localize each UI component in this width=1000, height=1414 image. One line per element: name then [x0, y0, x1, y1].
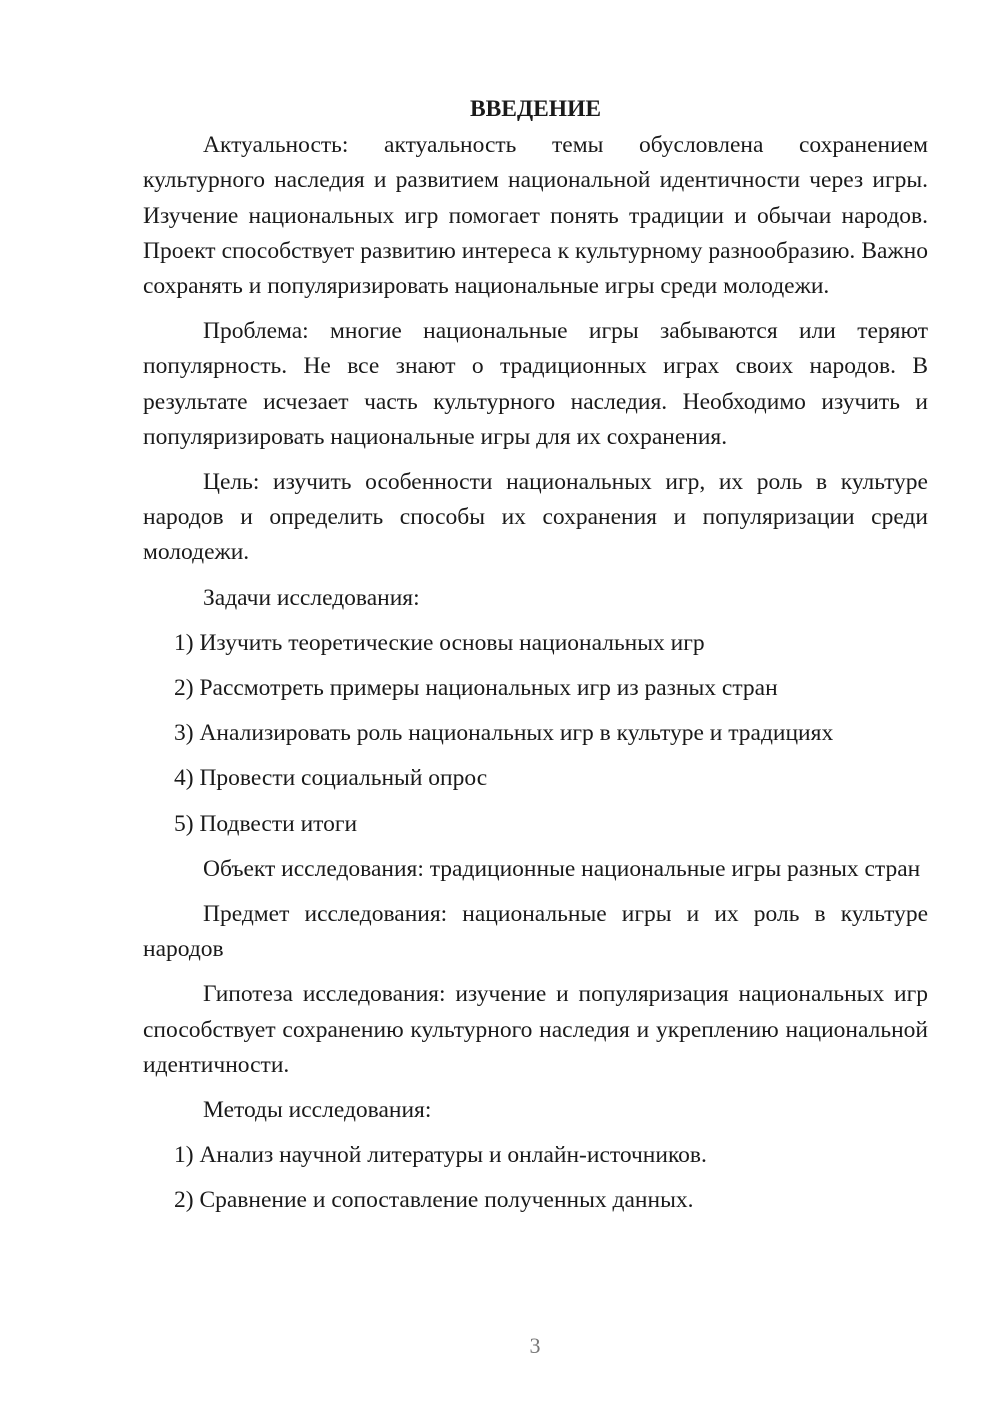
methods-heading: Методы исследования:: [203, 1097, 432, 1124]
method-item-2: 2) Сравнение и сопоставление полученных данных.: [174, 1187, 694, 1214]
problem-paragraph: Проблема: многие национальные игры забываются или теряют популярность. Не все знают о традиционных играх своих народов. В результате исчезает часть культурного наследия. Необходимо изучить и популяризировать национальные игры для их сохранения.: [143, 318, 928, 450]
object-paragraph: Объект исследования: традиционные национальные игры разных стран: [203, 855, 921, 882]
relevance-paragraph: Актуальность: актуальность темы обусловлена сохранением культурного наследия и развитием национальной идентичности через игры. Изучение национальных игр помогает понять традиции и обычаи народов. Проект способствует развитию интереса к культурному разнообразию. Важно сохранять и популяризировать национальные игры среди молодежи.: [143, 132, 928, 300]
tasks-heading: Задачи исследования:: [203, 584, 420, 611]
goal-paragraph: Цель: изучить особенности национальных игр, их роль в культуре народов и определить способы их сохранения и популяризации среди молодежи.: [143, 469, 928, 566]
task-item-5: 5) Подвести итоги: [174, 810, 358, 837]
task-item-4: 4) Провести социальный опрос: [174, 765, 488, 792]
subject-paragraph: Предмет исследования: национальные игры и их роль в культуре народов: [143, 901, 928, 963]
method-item-1: 1) Анализ научной литературы и онлайн-источников.: [174, 1142, 707, 1169]
page-number: 3: [529, 1333, 541, 1358]
task-item-3: 3) Анализировать роль национальных игр в культуре и традициях: [174, 720, 834, 747]
task-item-1: 1) Изучить теоретические основы национальных игр: [174, 629, 705, 656]
page-content: [143, 92, 928, 1229]
page-title: ВВЕДЕНИЕ: [469, 96, 602, 122]
hypothesis-paragraph: Гипотеза исследования: изучение и популяризация национальных игр способствует сохранению культурного наследия и укреплению национальной идентичности.: [143, 981, 928, 1078]
task-item-2: 2) Рассмотреть примеры национальных игр из разных стран: [174, 675, 778, 702]
